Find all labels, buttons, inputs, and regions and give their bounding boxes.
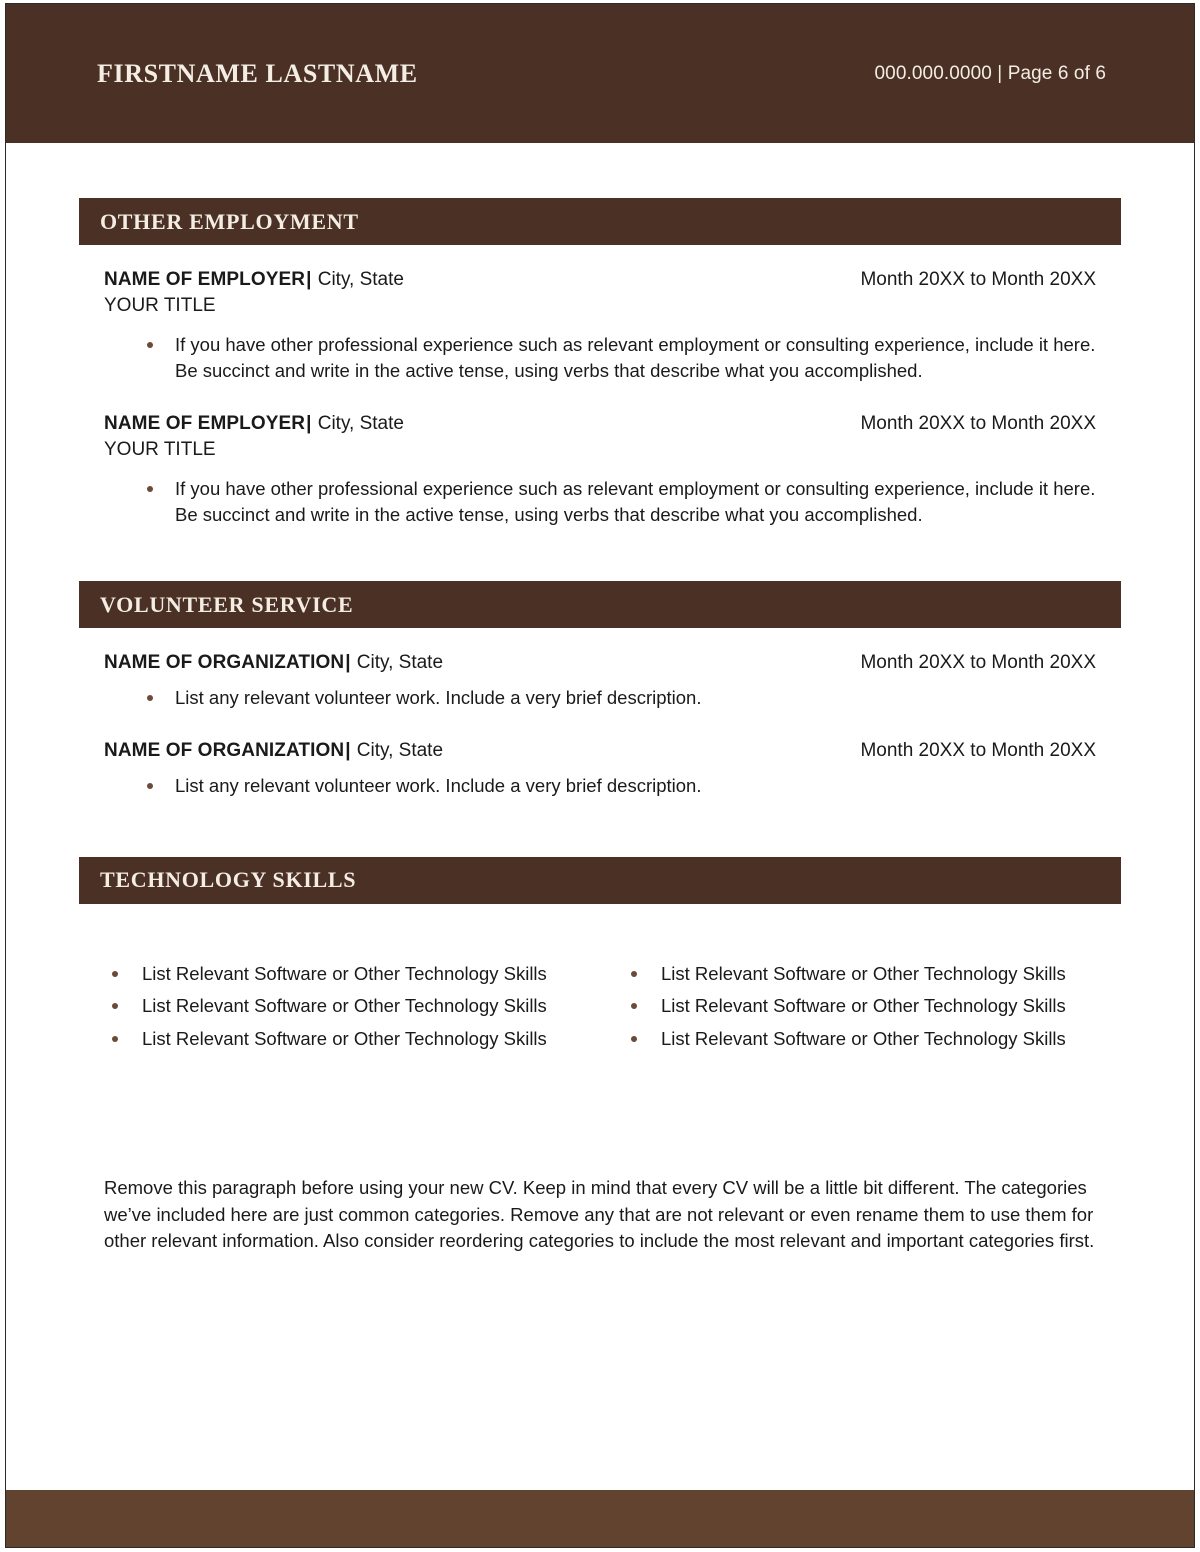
volunteer-entry: [104, 650, 1096, 711]
employment-bullet-list: [104, 476, 1096, 529]
other-employment-entries: [79, 267, 1121, 528]
volunteer-entries: [79, 650, 1121, 799]
header-contact-and-page: 000.000.0000 | Page 6 of 6: [874, 62, 1106, 84]
list-item: List Relevant Software or Other Technology Skills: [630, 961, 1121, 987]
list-item: List any relevant volunteer work. Include a very brief description.: [146, 685, 1096, 711]
employer-separator: |: [306, 269, 312, 290]
employer-location: City, State: [317, 412, 404, 434]
organization-separator: |: [345, 739, 351, 761]
volunteer-dates: Month 20XX to Month 20XX: [860, 652, 1096, 674]
skills-column-right: [600, 961, 1121, 1059]
job-title: YOUR TITLE: [104, 295, 216, 317]
skills-list-right: [600, 961, 1121, 1052]
employment-entry: [104, 267, 1096, 385]
employment-entry-headline: [104, 267, 1096, 292]
organization-line: [104, 738, 443, 763]
section-header-technology-skills: [79, 857, 1121, 904]
employer-name: NAME OF EMPLOYER: [104, 269, 306, 290]
list-item: If you have other professional experience such as relevant employment or consulting experience, include it here. Be succinct and write in the active tense, using verbs that describe what you accomplished.: [146, 332, 1096, 385]
employer-name: NAME OF EMPLOYER: [104, 412, 306, 434]
volunteer-bullet-list: [104, 773, 1096, 799]
skills-list-left: [79, 961, 600, 1052]
organization-name: NAME OF ORGANIZATION: [104, 739, 345, 761]
list-item: List Relevant Software or Other Technology Skills: [111, 961, 600, 987]
employment-entry-headline: [104, 411, 1096, 436]
page-footer-bar: [6, 1490, 1194, 1547]
header-candidate-name: FIRSTNAME LASTNAME: [97, 58, 418, 88]
employment-dates: Month 20XX to Month 20XX: [860, 412, 1096, 434]
job-title: YOUR TITLE: [104, 438, 216, 460]
section-header-other-employment: [79, 198, 1121, 245]
organization-separator: |: [345, 652, 351, 674]
volunteer-entry-headline: [104, 738, 1096, 763]
list-item: If you have other professional experience such as relevant employment or consulting experience, include it here. Be succinct and write in the active tense, using verbs that describe what you accomplished.: [146, 476, 1096, 529]
section-title-technology-skills: TECHNOLOGY SKILLS: [100, 867, 357, 893]
page-content: [6, 198, 1194, 1254]
organization-name: NAME OF ORGANIZATION: [104, 652, 345, 674]
cv-page: [5, 3, 1195, 1548]
volunteer-bullet-list: [104, 685, 1096, 711]
employer-line: [104, 267, 404, 292]
page-header: [6, 4, 1194, 143]
list-item: List Relevant Software or Other Technology Skills: [111, 1026, 600, 1052]
skills-column-left: [79, 961, 600, 1059]
organization-location: City, State: [356, 652, 444, 674]
employer-location: City, State: [317, 269, 404, 290]
employer-line: [104, 411, 404, 436]
volunteer-entry: [104, 738, 1096, 799]
technology-skills-columns: [79, 961, 1121, 1059]
employment-bullet-list: [104, 332, 1096, 385]
closing-instruction-paragraph: Remove this paragraph before using your new CV. Keep in mind that every CV will be a little bit different. The categories we’ve included here are just common categories. Remove any that are not relevant or even rename them to use them for other relevant information. Also consider reordering categories to include the most relevant and important categories first.: [104, 1177, 1095, 1251]
list-item: List Relevant Software or Other Technology Skills: [111, 993, 600, 1019]
employment-dates: Month 20XX to Month 20XX: [860, 269, 1096, 290]
volunteer-dates: Month 20XX to Month 20XX: [860, 739, 1096, 761]
organization-location: City, State: [356, 739, 444, 761]
section-title-volunteer-service: VOLUNTEER SERVICE: [100, 591, 354, 617]
list-item: List Relevant Software or Other Technology Skills: [630, 993, 1121, 1019]
section-title-other-employment: OTHER EMPLOYMENT: [100, 208, 359, 234]
list-item: List Relevant Software or Other Technology Skills: [630, 1026, 1121, 1052]
organization-line: [104, 650, 443, 675]
list-item: List any relevant volunteer work. Include a very brief description.: [146, 773, 1096, 799]
employer-separator: |: [306, 412, 312, 434]
employment-entry: [104, 411, 1096, 529]
section-header-volunteer-service: [79, 581, 1121, 628]
volunteer-entry-headline: [104, 650, 1096, 675]
